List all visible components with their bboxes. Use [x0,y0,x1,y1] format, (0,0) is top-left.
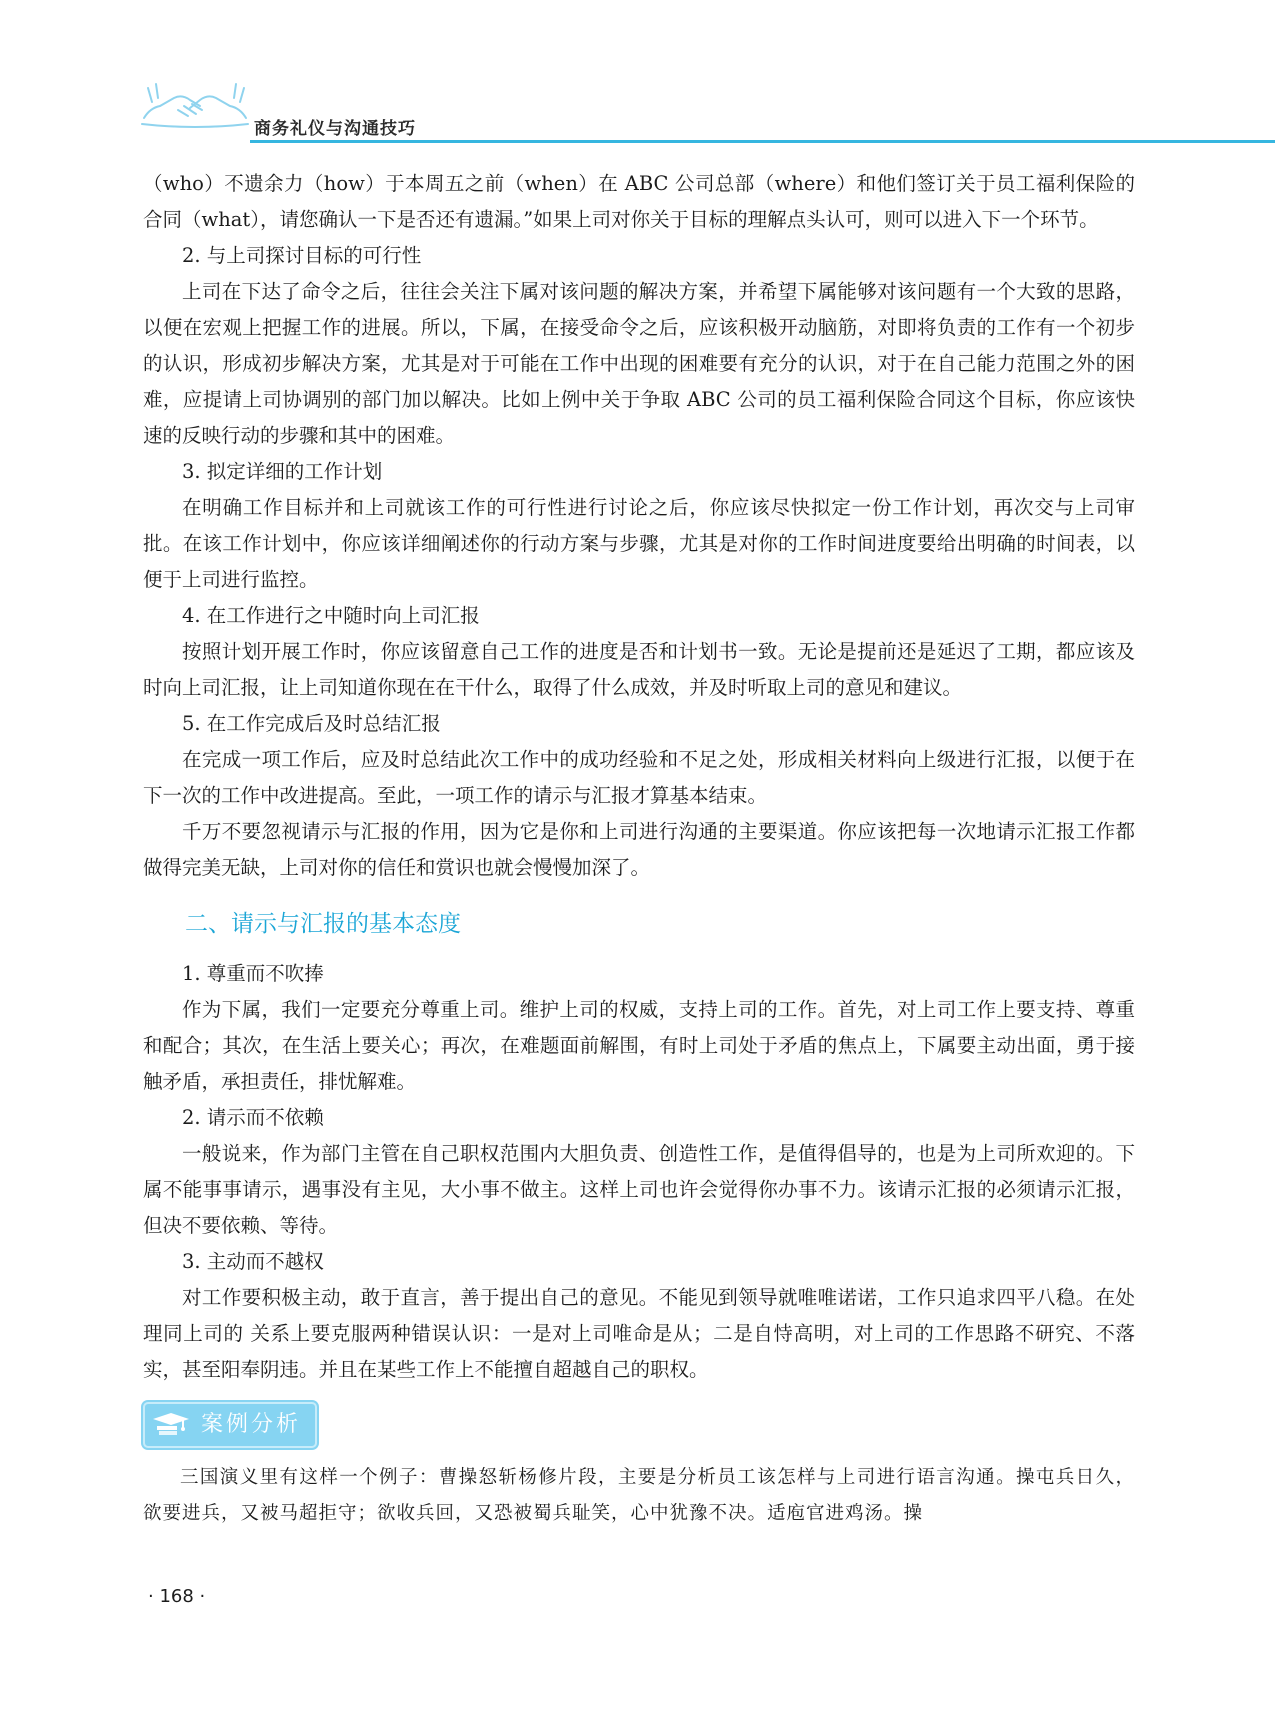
case-analysis-label: 案例分析 [201,1412,302,1437]
paragraph: 千万不要忽视请示与汇报的作用，因为它是你和上司进行沟通的主要渠道。你应该把每一次地请示汇报工作都做得完美无缺，上司对你的信任和赏识也就会慢慢加深了。 [143,820,1135,879]
paragraph: 上司在下达了命令之后，往往会关注下属对该问题的解决方案，并希望下属能够对该问题有一个大致的思路，以便在宏观上把握工作的进展。所以，下属，在接受命令之后，应该积极开动脑筋，对即将负责的工作有一个初步的认识，形成初步解决方案，尤其是对于可能在工作中出现的困难要有充分的认识，对于在自己能力范围之外的困难，应提请上司协调别的部门加以解决。比如上例中关于争取 ABC 公司的员工福利保险合同这个目标，你应该快速的反映行动的步骤和其中的困难。 [143,280,1135,447]
page-number: · 168 · [148,1586,206,1607]
paragraph: 对工作要积极主动，敢于直言，善于提出自己的意见。不能见到领导就唯唯诺诺，工作只追求四平八稳。在处理同上司的 关系上要克服两种错误认识：一是对上司唯命是从；二是自恃高明，对上司的工作思路不研究、不落实，甚至阳奉阴违。并且在某些工作上不能擅自超越自己的职权。 [143,1286,1135,1381]
numbered-subheading: 2. 与上司探讨目标的可行性 [182,244,422,267]
numbered-subheading: 2. 请示而不依赖 [182,1106,324,1129]
paragraph: 在明确工作目标并和上司就该工作的可行性进行讨论之后，你应该尽快拟定一份工作计划，再次交与上司审批。在该工作计划中，你应该详细阐述你的行动方案与步骤，尤其是对你的工作时间进度要给出明确的时间表，以便于上司进行监控。 [143,496,1135,591]
case-paragraph: 三国演义里有这样一个例子：曹操怒斩杨修片段，主要是分析员工该怎样与上司进行语言沟通。操屯兵日久，欲要进兵，又被马超拒守；欲收兵回，又恐被蜀兵耻笑，心中犹豫不决。适庖官进鸡汤。操 [143,1467,1135,1524]
numbered-subheading: 3. 拟定详细的工作计划 [182,460,383,483]
paragraph: 一般说来，作为部门主管在自己职权范围内大胆负责、创造性工作，是值得倡导的，也是为上司所欢迎的。下属不能事事请示，遇事没有主见，大小事不做主。这样上司也许会觉得你办事不力。该请示汇报的必须请示汇报，但决不要依赖、等待。 [143,1142,1135,1237]
page-header [0,0,1275,150]
paragraph: 在完成一项工作后，应及时总结此次工作中的成功经验和不足之处，形成相关材料向上级进行汇报，以便于在下一次的工作中改进提高。至此，一项工作的请示与汇报才算基本结束。 [143,748,1135,807]
header-rule [250,140,1275,143]
paragraph: （who）不遗余力（how）于本周五之前（when）在 ABC 公司总部（where）和他们签订关于员工福利保险的合同（what），请您确认一下是否还有遗漏。”如果上司对你关于目标的理解点头认可，则可以进入下一个环节。 [143,172,1135,231]
numbered-subheading: 1. 尊重而不吹捧 [182,962,324,985]
section-heading: 二、请示与汇报的基本态度 [185,911,461,937]
paragraph: 按照计划开展工作时，你应该留意自己工作的进度是否和计划书一致。无论是提前还是延迟了工期，都应该及时向上司汇报，让上司知道你现在在干什么，取得了什么成效，并及时听取上司的意见和建议。 [143,640,1135,699]
numbered-subheading: 5. 在工作完成后及时总结汇报 [182,712,441,735]
graduation-books-icon [153,1410,193,1440]
case-analysis-badge [143,1402,317,1448]
handshake-logo-icon [140,78,250,128]
running-header-title: 商务礼仪与沟通技巧 [254,119,416,139]
numbered-subheading: 4. 在工作进行之中随时向上司汇报 [182,604,480,627]
numbered-subheading: 3. 主动而不越权 [182,1250,324,1273]
page-body [143,166,1135,1532]
paragraph: 作为下属，我们一定要充分尊重上司。维护上司的权威，支持上司的工作。首先，对上司工作上要支持、尊重和配合；其次，在生活上要关心；再次，在难题面前解围，有时上司处于矛盾的焦点上，下属要主动出面，勇于接触矛盾，承担责任，排忧解难。 [143,998,1135,1093]
